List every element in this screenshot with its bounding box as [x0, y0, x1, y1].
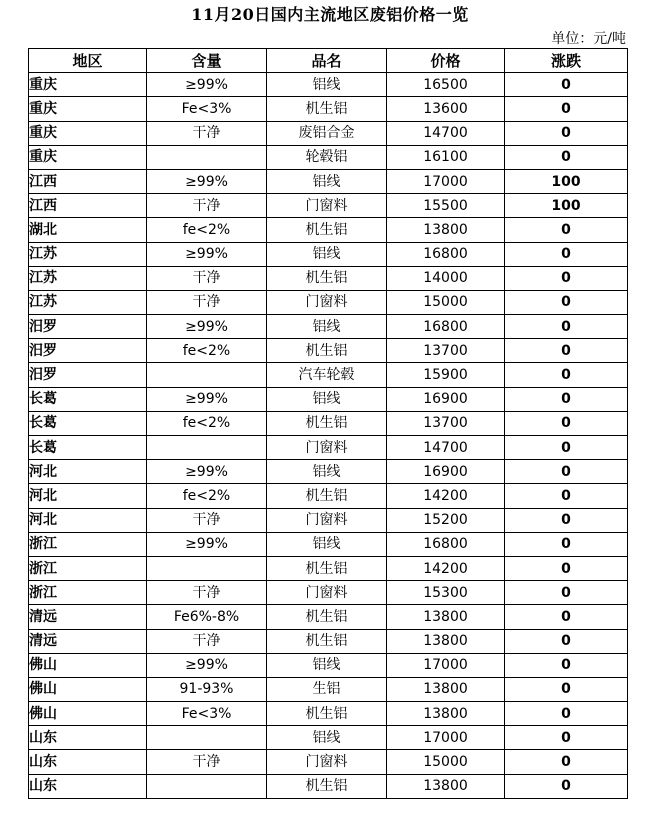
content-cell: ≥99%	[147, 242, 267, 266]
region-cell: 长葛	[29, 411, 147, 435]
table-row	[29, 363, 628, 387]
table-row	[29, 266, 628, 290]
table-row	[29, 532, 628, 556]
price-cell: 14200	[387, 556, 505, 580]
price-cell: 17000	[387, 169, 505, 193]
price-cell: 16800	[387, 242, 505, 266]
price-cell: 13800	[387, 629, 505, 653]
region-cell: 汨罗	[29, 363, 147, 387]
table-row	[29, 218, 628, 242]
price-table	[28, 48, 628, 799]
region-cell: 江苏	[29, 290, 147, 314]
content-cell	[147, 726, 267, 750]
region-cell: 长葛	[29, 387, 147, 411]
content-cell: 干净	[147, 629, 267, 653]
region-cell: 浙江	[29, 556, 147, 580]
table-row	[29, 411, 628, 435]
change-cell: 0	[505, 315, 628, 339]
table-row	[29, 121, 628, 145]
header-content: 含量	[147, 49, 267, 73]
region-cell: 汨罗	[29, 315, 147, 339]
region-cell: 重庆	[29, 73, 147, 97]
header-change: 涨跌	[505, 49, 628, 73]
product-cell: 机生铝	[267, 702, 387, 726]
content-cell	[147, 556, 267, 580]
change-cell: 0	[505, 387, 628, 411]
content-cell: fe<2%	[147, 484, 267, 508]
product-cell: 生铝	[267, 677, 387, 701]
price-cell: 13700	[387, 411, 505, 435]
product-cell: 铝线	[267, 726, 387, 750]
change-cell: 0	[505, 750, 628, 774]
table-body	[29, 73, 628, 799]
change-cell: 0	[505, 339, 628, 363]
region-cell: 重庆	[29, 145, 147, 169]
region-cell: 江西	[29, 169, 147, 193]
product-cell: 机生铝	[267, 605, 387, 629]
table-row	[29, 460, 628, 484]
region-cell: 湖北	[29, 218, 147, 242]
change-cell: 0	[505, 121, 628, 145]
region-cell: 山东	[29, 774, 147, 798]
content-cell: 干净	[147, 508, 267, 532]
price-cell: 16800	[387, 532, 505, 556]
change-cell: 0	[505, 290, 628, 314]
change-cell: 0	[505, 508, 628, 532]
content-cell: ≥99%	[147, 73, 267, 97]
product-cell: 轮毂铝	[267, 145, 387, 169]
table-row	[29, 484, 628, 508]
table-row	[29, 169, 628, 193]
header-price: 价格	[387, 49, 505, 73]
product-cell: 机生铝	[267, 774, 387, 798]
product-cell: 铝线	[267, 242, 387, 266]
product-cell: 机生铝	[267, 266, 387, 290]
change-cell: 0	[505, 677, 628, 701]
table-row	[29, 73, 628, 97]
region-cell: 重庆	[29, 97, 147, 121]
region-cell: 浙江	[29, 532, 147, 556]
content-cell: ≥99%	[147, 653, 267, 677]
change-cell: 0	[505, 702, 628, 726]
change-cell: 0	[505, 266, 628, 290]
change-cell: 100	[505, 194, 628, 218]
product-cell: 机生铝	[267, 411, 387, 435]
price-cell: 14700	[387, 121, 505, 145]
price-cell: 13600	[387, 97, 505, 121]
product-cell: 汽车轮毂	[267, 363, 387, 387]
table-row	[29, 387, 628, 411]
price-cell: 16900	[387, 387, 505, 411]
product-cell: 铝线	[267, 73, 387, 97]
table-row	[29, 605, 628, 629]
region-cell: 清远	[29, 629, 147, 653]
product-cell: 铝线	[267, 460, 387, 484]
price-cell: 15000	[387, 290, 505, 314]
price-cell: 16500	[387, 73, 505, 97]
price-cell: 13800	[387, 218, 505, 242]
change-cell: 0	[505, 484, 628, 508]
region-cell: 河北	[29, 484, 147, 508]
product-cell: 门窗料	[267, 436, 387, 460]
change-cell: 0	[505, 460, 628, 484]
content-cell	[147, 774, 267, 798]
price-cell: 17000	[387, 726, 505, 750]
content-cell: Fe<3%	[147, 702, 267, 726]
change-cell: 0	[505, 218, 628, 242]
region-cell: 河北	[29, 460, 147, 484]
change-cell: 0	[505, 73, 628, 97]
table-row	[29, 508, 628, 532]
price-cell: 13800	[387, 702, 505, 726]
product-cell: 铝线	[267, 169, 387, 193]
content-cell: ≥99%	[147, 460, 267, 484]
product-cell: 机生铝	[267, 339, 387, 363]
region-cell: 山东	[29, 726, 147, 750]
change-cell: 0	[505, 363, 628, 387]
price-cell: 15200	[387, 508, 505, 532]
product-cell: 机生铝	[267, 484, 387, 508]
change-cell: 0	[505, 653, 628, 677]
content-cell: 干净	[147, 194, 267, 218]
price-cell: 15500	[387, 194, 505, 218]
product-cell: 铝线	[267, 315, 387, 339]
content-cell: ≥99%	[147, 532, 267, 556]
region-cell: 佛山	[29, 677, 147, 701]
product-cell: 门窗料	[267, 508, 387, 532]
table-row	[29, 145, 628, 169]
content-cell: ≥99%	[147, 169, 267, 193]
price-cell: 13700	[387, 339, 505, 363]
table-row	[29, 315, 628, 339]
content-cell: fe<2%	[147, 339, 267, 363]
region-cell: 佛山	[29, 702, 147, 726]
header-product: 品名	[267, 49, 387, 73]
table-row	[29, 677, 628, 701]
content-cell: 干净	[147, 750, 267, 774]
region-cell: 山东	[29, 750, 147, 774]
product-cell: 机生铝	[267, 218, 387, 242]
table-row	[29, 726, 628, 750]
price-cell: 13800	[387, 677, 505, 701]
header-row	[29, 49, 628, 73]
content-cell	[147, 145, 267, 169]
change-cell: 0	[505, 97, 628, 121]
product-cell: 铝线	[267, 387, 387, 411]
change-cell: 0	[505, 581, 628, 605]
change-cell: 0	[505, 436, 628, 460]
price-cell: 14000	[387, 266, 505, 290]
table-row	[29, 750, 628, 774]
content-cell: Fe<3%	[147, 97, 267, 121]
change-cell: 0	[505, 411, 628, 435]
content-cell: 干净	[147, 266, 267, 290]
product-cell: 机生铝	[267, 556, 387, 580]
unit-label: 单位：元/吨	[551, 31, 626, 47]
product-cell: 机生铝	[267, 97, 387, 121]
content-cell	[147, 363, 267, 387]
price-cell: 14700	[387, 436, 505, 460]
change-cell: 0	[505, 556, 628, 580]
content-cell	[147, 436, 267, 460]
product-cell: 门窗料	[267, 750, 387, 774]
content-cell: 干净	[147, 581, 267, 605]
change-cell: 0	[505, 774, 628, 798]
change-cell: 0	[505, 629, 628, 653]
table-row	[29, 581, 628, 605]
table-row	[29, 556, 628, 580]
region-cell: 汨罗	[29, 339, 147, 363]
change-cell: 100	[505, 169, 628, 193]
price-cell: 13800	[387, 774, 505, 798]
change-cell: 0	[505, 726, 628, 750]
product-cell: 门窗料	[267, 194, 387, 218]
region-cell: 河北	[29, 508, 147, 532]
page-title: 11月20日国内主流地区废铝价格一览	[191, 5, 469, 24]
price-cell: 16900	[387, 460, 505, 484]
content-cell: 干净	[147, 290, 267, 314]
content-cell: fe<2%	[147, 411, 267, 435]
table-row	[29, 653, 628, 677]
product-cell: 铝线	[267, 653, 387, 677]
table-row	[29, 702, 628, 726]
table-row	[29, 97, 628, 121]
table-row	[29, 774, 628, 798]
content-cell: ≥99%	[147, 387, 267, 411]
product-cell: 废铝合金	[267, 121, 387, 145]
content-cell: Fe6%-8%	[147, 605, 267, 629]
content-cell: ≥99%	[147, 315, 267, 339]
region-cell: 江苏	[29, 242, 147, 266]
product-cell: 铝线	[267, 532, 387, 556]
change-cell: 0	[505, 605, 628, 629]
table-row	[29, 436, 628, 460]
price-cell: 16100	[387, 145, 505, 169]
table-row	[29, 629, 628, 653]
product-cell: 门窗料	[267, 290, 387, 314]
region-cell: 江苏	[29, 266, 147, 290]
region-cell: 清远	[29, 605, 147, 629]
table-row	[29, 194, 628, 218]
region-cell: 长葛	[29, 436, 147, 460]
content-cell: 干净	[147, 121, 267, 145]
region-cell: 重庆	[29, 121, 147, 145]
change-cell: 0	[505, 145, 628, 169]
price-cell: 17000	[387, 653, 505, 677]
region-cell: 江西	[29, 194, 147, 218]
header-region: 地区	[29, 49, 147, 73]
change-cell: 0	[505, 242, 628, 266]
region-cell: 浙江	[29, 581, 147, 605]
price-cell: 13800	[387, 605, 505, 629]
region-cell: 佛山	[29, 653, 147, 677]
table-row	[29, 339, 628, 363]
price-cell: 15000	[387, 750, 505, 774]
content-cell: fe<2%	[147, 218, 267, 242]
price-cell: 14200	[387, 484, 505, 508]
price-cell: 15900	[387, 363, 505, 387]
change-cell: 0	[505, 532, 628, 556]
price-cell: 16800	[387, 315, 505, 339]
price-cell: 15300	[387, 581, 505, 605]
content-cell: 91-93%	[147, 677, 267, 701]
product-cell: 门窗料	[267, 581, 387, 605]
product-cell: 机生铝	[267, 629, 387, 653]
table-row	[29, 290, 628, 314]
table-row	[29, 242, 628, 266]
